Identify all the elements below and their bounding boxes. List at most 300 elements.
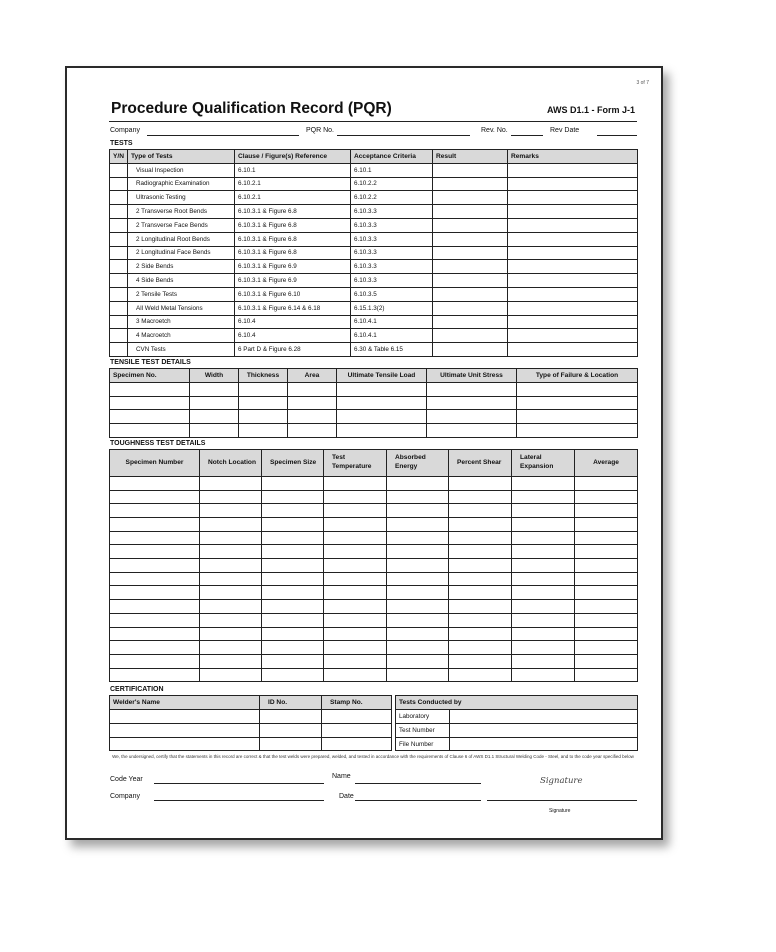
input-cell[interactable] xyxy=(512,490,575,504)
test-row xyxy=(110,205,638,219)
input-cell[interactable] xyxy=(262,641,324,655)
remarks-cell[interactable] xyxy=(508,218,638,232)
input-cell[interactable] xyxy=(449,668,512,682)
input-cell[interactable] xyxy=(512,476,575,490)
input-cell[interactable] xyxy=(110,545,200,559)
header-ultimate-unit-stress: Ultimate Unit Stress xyxy=(427,368,517,382)
test-number-field[interactable] xyxy=(450,723,638,737)
input-cell[interactable] xyxy=(512,504,575,518)
input-cell[interactable] xyxy=(427,410,517,424)
input-cell[interactable] xyxy=(322,737,392,751)
input-cell[interactable] xyxy=(262,668,324,682)
toughness-row xyxy=(110,545,638,559)
input-cell[interactable] xyxy=(110,737,260,751)
input-cell[interactable] xyxy=(575,641,638,655)
file-number-field[interactable] xyxy=(450,737,638,751)
input-cell[interactable] xyxy=(110,641,200,655)
input-cell[interactable] xyxy=(449,559,512,573)
input-cell[interactable] xyxy=(200,572,262,586)
remarks-cell[interactable] xyxy=(508,260,638,274)
clause-reference-cell: 6.10.4 xyxy=(235,315,351,329)
input-cell[interactable] xyxy=(449,586,512,600)
acceptance-criteria-cell: 6.10.3.5 xyxy=(351,287,433,301)
conducted-row-test-number xyxy=(396,723,638,737)
test-type-cell: 2 Transverse Face Bends xyxy=(128,218,235,232)
result-cell[interactable] xyxy=(433,343,508,357)
input-cell[interactable] xyxy=(110,559,200,573)
test-row xyxy=(110,274,638,288)
input-cell[interactable] xyxy=(200,641,262,655)
input-cell[interactable] xyxy=(449,572,512,586)
input-cell[interactable] xyxy=(324,476,387,490)
acceptance-criteria-cell: 6.10.2.2 xyxy=(351,191,433,205)
input-cell[interactable] xyxy=(449,641,512,655)
form-id: AWS D1.1 - Form J-1 xyxy=(546,105,635,115)
input-cell[interactable] xyxy=(512,627,575,641)
toughness-row xyxy=(110,518,638,532)
input-cell[interactable] xyxy=(449,490,512,504)
remarks-cell[interactable] xyxy=(508,301,638,315)
test-type-cell: 2 Side Bends xyxy=(128,260,235,274)
company-field[interactable] xyxy=(147,135,299,136)
acceptance-criteria-cell: 6.10.3.3 xyxy=(351,246,433,260)
remarks-cell[interactable] xyxy=(508,343,638,357)
input-cell[interactable] xyxy=(387,586,449,600)
input-cell[interactable] xyxy=(110,613,200,627)
yn-cell[interactable] xyxy=(110,287,128,301)
yn-cell[interactable] xyxy=(110,260,128,274)
input-cell[interactable] xyxy=(110,531,200,545)
input-cell[interactable] xyxy=(517,382,638,396)
input-cell[interactable] xyxy=(449,600,512,614)
toughness-row xyxy=(110,476,638,490)
input-cell[interactable] xyxy=(200,627,262,641)
input-cell[interactable] xyxy=(449,545,512,559)
toughness-row xyxy=(110,641,638,655)
test-row xyxy=(110,301,638,315)
input-cell[interactable] xyxy=(262,586,324,600)
input-cell[interactable] xyxy=(575,518,638,532)
input-cell[interactable] xyxy=(449,654,512,668)
header-percent-shear: Percent Shear xyxy=(449,449,512,476)
input-cell[interactable] xyxy=(387,545,449,559)
header-specimen-size: Specimen Size xyxy=(262,449,324,476)
input-cell[interactable] xyxy=(200,545,262,559)
toughness-row xyxy=(110,668,638,682)
input-cell[interactable] xyxy=(262,613,324,627)
input-cell[interactable] xyxy=(262,545,324,559)
input-cell[interactable] xyxy=(517,410,638,424)
input-cell[interactable] xyxy=(190,410,239,424)
input-cell[interactable] xyxy=(575,545,638,559)
result-cell[interactable] xyxy=(433,205,508,219)
input-cell[interactable] xyxy=(200,518,262,532)
header-specimen-number: Specimen Number xyxy=(110,449,200,476)
input-cell[interactable] xyxy=(324,518,387,532)
acceptance-criteria-cell: 6.30 & Table 6.15 xyxy=(351,343,433,357)
input-cell[interactable] xyxy=(200,490,262,504)
input-cell[interactable] xyxy=(262,627,324,641)
input-cell[interactable] xyxy=(110,518,200,532)
welder-row xyxy=(110,723,392,737)
pqr-no-field[interactable] xyxy=(337,135,470,136)
input-cell[interactable] xyxy=(288,424,337,438)
input-cell[interactable] xyxy=(387,572,449,586)
input-cell[interactable] xyxy=(449,518,512,532)
clause-reference-cell: 6.10.3.1 & Figure 6.10 xyxy=(235,287,351,301)
input-cell[interactable] xyxy=(575,654,638,668)
input-cell[interactable] xyxy=(239,382,288,396)
input-cell[interactable] xyxy=(449,613,512,627)
test-type-cell: 2 Longitudinal Face Bends xyxy=(128,246,235,260)
certification-block xyxy=(109,695,637,751)
welder-row xyxy=(110,737,392,751)
test-row xyxy=(110,329,638,343)
input-cell[interactable] xyxy=(449,504,512,518)
test-type-cell: 2 Longitudinal Root Bends xyxy=(128,232,235,246)
yn-cell[interactable] xyxy=(110,218,128,232)
name-label: Name xyxy=(332,772,351,780)
toughness-row xyxy=(110,531,638,545)
test-row xyxy=(110,191,638,205)
remarks-cell[interactable] xyxy=(508,205,638,219)
result-cell[interactable] xyxy=(433,191,508,205)
input-cell[interactable] xyxy=(387,627,449,641)
header-type-of-tests: Type of Tests xyxy=(128,150,235,164)
result-cell[interactable] xyxy=(433,218,508,232)
input-cell[interactable] xyxy=(512,531,575,545)
input-cell[interactable] xyxy=(110,586,200,600)
acceptance-criteria-cell: 6.10.3.3 xyxy=(351,232,433,246)
input-cell[interactable] xyxy=(575,490,638,504)
remarks-cell[interactable] xyxy=(508,191,638,205)
remarks-cell[interactable] xyxy=(508,246,638,260)
input-cell[interactable] xyxy=(200,654,262,668)
input-cell[interactable] xyxy=(337,424,427,438)
result-cell[interactable] xyxy=(433,329,508,343)
input-cell[interactable] xyxy=(324,586,387,600)
input-cell[interactable] xyxy=(260,710,322,724)
tensile-row xyxy=(110,410,638,424)
header-thickness: Thickness xyxy=(239,368,288,382)
result-cell[interactable] xyxy=(433,246,508,260)
input-cell[interactable] xyxy=(200,476,262,490)
input-cell[interactable] xyxy=(387,654,449,668)
input-cell[interactable] xyxy=(288,410,337,424)
input-cell[interactable] xyxy=(387,559,449,573)
yn-cell[interactable] xyxy=(110,315,128,329)
toughness-row xyxy=(110,572,638,586)
code-year-field[interactable] xyxy=(154,783,324,784)
input-cell[interactable] xyxy=(262,654,324,668)
input-cell[interactable] xyxy=(387,476,449,490)
input-cell[interactable] xyxy=(110,600,200,614)
laboratory-field[interactable] xyxy=(450,710,638,724)
input-cell[interactable] xyxy=(324,545,387,559)
yn-cell[interactable] xyxy=(110,329,128,343)
yn-cell[interactable] xyxy=(110,232,128,246)
header-type-of-failure: Type of Failure & Location xyxy=(517,368,638,382)
input-cell[interactable] xyxy=(575,504,638,518)
test-type-cell: All Weld Metal Tensions xyxy=(128,301,235,315)
result-cell[interactable] xyxy=(433,274,508,288)
input-cell[interactable] xyxy=(324,668,387,682)
input-cell[interactable] xyxy=(387,531,449,545)
toughness-row xyxy=(110,559,638,573)
input-cell[interactable] xyxy=(512,572,575,586)
input-cell[interactable] xyxy=(262,476,324,490)
input-cell[interactable] xyxy=(262,572,324,586)
input-cell[interactable] xyxy=(190,424,239,438)
yn-cell[interactable] xyxy=(110,205,128,219)
toughness-row xyxy=(110,504,638,518)
input-cell[interactable] xyxy=(200,504,262,518)
input-cell[interactable] xyxy=(427,396,517,410)
rev-date-label: Rev Date xyxy=(550,127,580,134)
test-type-cell: 3 Macroetch xyxy=(128,315,235,329)
input-cell[interactable] xyxy=(260,723,322,737)
input-cell[interactable] xyxy=(110,654,200,668)
input-cell[interactable] xyxy=(512,586,575,600)
date-field[interactable] xyxy=(355,800,481,801)
input-cell[interactable] xyxy=(262,531,324,545)
input-cell[interactable] xyxy=(575,627,638,641)
conducted-row-laboratory xyxy=(396,710,638,724)
result-cell[interactable] xyxy=(433,287,508,301)
test-type-cell: 4 Macroetch xyxy=(128,329,235,343)
toughness-header-row xyxy=(110,449,638,476)
input-cell[interactable] xyxy=(512,654,575,668)
input-cell[interactable] xyxy=(387,518,449,532)
input-cell[interactable] xyxy=(337,382,427,396)
result-cell[interactable] xyxy=(433,315,508,329)
input-cell[interactable] xyxy=(575,476,638,490)
toughness-row xyxy=(110,600,638,614)
input-cell[interactable] xyxy=(324,613,387,627)
input-cell[interactable] xyxy=(110,668,200,682)
yn-cell[interactable] xyxy=(110,246,128,260)
input-cell[interactable] xyxy=(200,668,262,682)
input-cell[interactable] xyxy=(262,600,324,614)
input-cell[interactable] xyxy=(324,627,387,641)
input-cell[interactable] xyxy=(239,410,288,424)
tensile-section-label: TENSILE TEST DETAILS xyxy=(110,358,191,366)
header-lateral-expansion: Lateral Expansion xyxy=(512,449,575,476)
test-type-cell: Radiographic Examination xyxy=(128,177,235,191)
yn-cell[interactable] xyxy=(110,163,128,177)
input-cell[interactable] xyxy=(512,600,575,614)
page-title: Procedure Qualification Record (PQR) xyxy=(111,100,392,117)
yn-cell[interactable] xyxy=(110,191,128,205)
input-cell[interactable] xyxy=(110,627,200,641)
input-cell[interactable] xyxy=(239,424,288,438)
welder-table xyxy=(109,695,392,751)
input-cell[interactable] xyxy=(110,476,200,490)
input-cell[interactable] xyxy=(110,396,190,410)
remarks-cell[interactable] xyxy=(508,232,638,246)
name-field[interactable] xyxy=(355,783,481,784)
input-cell[interactable] xyxy=(517,396,638,410)
tensile-body xyxy=(110,382,638,437)
yn-cell[interactable] xyxy=(110,343,128,357)
input-cell[interactable] xyxy=(288,396,337,410)
input-cell[interactable] xyxy=(322,710,392,724)
tests-section-label: TESTS xyxy=(110,140,133,147)
tests-conducted-table xyxy=(395,695,638,751)
input-cell[interactable] xyxy=(190,396,239,410)
input-cell[interactable] xyxy=(512,559,575,573)
test-row xyxy=(110,246,638,260)
input-cell[interactable] xyxy=(387,600,449,614)
toughness-body xyxy=(110,476,638,681)
result-cell[interactable] xyxy=(433,163,508,177)
conducted-row-file-number xyxy=(396,737,638,751)
header-clause-reference: Clause / Figure(s) Reference xyxy=(235,150,351,164)
input-cell[interactable] xyxy=(575,613,638,627)
tensile-row xyxy=(110,382,638,396)
input-cell[interactable] xyxy=(324,559,387,573)
input-cell[interactable] xyxy=(324,572,387,586)
clause-reference-cell: 6.10.3.1 & Figure 6.8 xyxy=(235,246,351,260)
input-cell[interactable] xyxy=(200,613,262,627)
input-cell[interactable] xyxy=(200,586,262,600)
input-cell[interactable] xyxy=(200,531,262,545)
input-cell[interactable] xyxy=(337,396,427,410)
test-type-cell: 2 Tensile Tests xyxy=(128,287,235,301)
input-cell[interactable] xyxy=(262,518,324,532)
acceptance-criteria-cell: 6.15.1.3(2) xyxy=(351,301,433,315)
input-cell[interactable] xyxy=(110,410,190,424)
input-cell[interactable] xyxy=(110,490,200,504)
input-cell[interactable] xyxy=(449,531,512,545)
input-cell[interactable] xyxy=(427,382,517,396)
company-sig-field[interactable] xyxy=(154,800,324,801)
title-bar xyxy=(109,90,637,122)
input-cell[interactable] xyxy=(262,504,324,518)
input-cell[interactable] xyxy=(324,654,387,668)
input-cell[interactable] xyxy=(512,613,575,627)
test-type-cell: 4 Side Bends xyxy=(128,274,235,288)
input-cell[interactable] xyxy=(324,490,387,504)
input-cell[interactable] xyxy=(110,723,260,737)
rev-no-field[interactable] xyxy=(511,135,543,136)
test-row xyxy=(110,232,638,246)
remarks-cell[interactable] xyxy=(508,329,638,343)
input-cell[interactable] xyxy=(575,559,638,573)
input-cell[interactable] xyxy=(324,531,387,545)
input-cell[interactable] xyxy=(288,382,337,396)
result-cell[interactable] xyxy=(433,177,508,191)
info-row xyxy=(109,122,637,138)
input-cell[interactable] xyxy=(387,504,449,518)
remarks-cell[interactable] xyxy=(508,163,638,177)
input-cell[interactable] xyxy=(337,410,427,424)
input-cell[interactable] xyxy=(387,641,449,655)
welder-row xyxy=(110,710,392,724)
result-cell[interactable] xyxy=(433,232,508,246)
remarks-cell[interactable] xyxy=(508,287,638,301)
input-cell[interactable] xyxy=(262,559,324,573)
test-row xyxy=(110,177,638,191)
input-cell[interactable] xyxy=(387,668,449,682)
conducted-header-row xyxy=(396,696,638,710)
test-row xyxy=(110,343,638,357)
input-cell[interactable] xyxy=(512,641,575,655)
input-cell[interactable] xyxy=(324,600,387,614)
signature-field[interactable] xyxy=(487,800,637,801)
input-cell[interactable] xyxy=(575,668,638,682)
header-width: Width xyxy=(190,368,239,382)
header-welder-name: Welder's Name xyxy=(110,696,260,710)
input-cell[interactable] xyxy=(260,737,322,751)
clause-reference-cell: 6.10.3.1 & Figure 6.8 xyxy=(235,232,351,246)
header-result: Result xyxy=(433,150,508,164)
input-cell[interactable] xyxy=(427,424,517,438)
toughness-row xyxy=(110,627,638,641)
clause-reference-cell: 6.10.4 xyxy=(235,329,351,343)
header-specimen-no: Specimen No. xyxy=(110,368,190,382)
input-cell[interactable] xyxy=(239,396,288,410)
test-row xyxy=(110,260,638,274)
input-cell[interactable] xyxy=(324,641,387,655)
test-number-label: Test Number xyxy=(396,723,450,737)
remarks-cell[interactable] xyxy=(508,315,638,329)
toughness-row xyxy=(110,586,638,600)
input-cell[interactable] xyxy=(575,600,638,614)
input-cell[interactable] xyxy=(575,531,638,545)
input-cell[interactable] xyxy=(575,586,638,600)
input-cell[interactable] xyxy=(387,490,449,504)
input-cell[interactable] xyxy=(387,613,449,627)
input-cell[interactable] xyxy=(110,424,190,438)
input-cell[interactable] xyxy=(575,572,638,586)
input-cell[interactable] xyxy=(512,518,575,532)
tests-table xyxy=(109,149,638,357)
input-cell[interactable] xyxy=(200,600,262,614)
result-cell[interactable] xyxy=(433,301,508,315)
remarks-cell[interactable] xyxy=(508,274,638,288)
input-cell[interactable] xyxy=(110,572,200,586)
toughness-table xyxy=(109,449,638,682)
input-cell[interactable] xyxy=(262,490,324,504)
input-cell[interactable] xyxy=(512,668,575,682)
toughness-row xyxy=(110,490,638,504)
input-cell[interactable] xyxy=(449,476,512,490)
input-cell[interactable] xyxy=(190,382,239,396)
yn-cell[interactable] xyxy=(110,301,128,315)
result-cell[interactable] xyxy=(433,260,508,274)
header-area: Area xyxy=(288,368,337,382)
clause-reference-cell: 6.10.3.1 & Figure 6.8 xyxy=(235,218,351,232)
input-cell[interactable] xyxy=(110,382,190,396)
remarks-cell[interactable] xyxy=(508,177,638,191)
yn-cell[interactable] xyxy=(110,177,128,191)
input-cell[interactable] xyxy=(517,424,638,438)
input-cell[interactable] xyxy=(512,545,575,559)
input-cell[interactable] xyxy=(324,504,387,518)
certification-statement: We, the undersigned, certify that the statements in this record are correct & that the test welds were prepared, welded, and tested in accordance with the requirements of Clause 6 of AWS D1.1 Structural Welding Code - Steel, and to the code year specified below xyxy=(112,754,634,760)
header-acceptance-criteria: Acceptance Criteria xyxy=(351,150,433,164)
clause-reference-cell: 6 Part D & Figure 6.28 xyxy=(235,343,351,357)
input-cell[interactable] xyxy=(449,627,512,641)
header-id-no: ID No. xyxy=(260,696,322,710)
input-cell[interactable] xyxy=(110,710,260,724)
input-cell[interactable] xyxy=(322,723,392,737)
input-cell[interactable] xyxy=(200,559,262,573)
input-cell[interactable] xyxy=(110,504,200,518)
yn-cell[interactable] xyxy=(110,274,128,288)
rev-date-field[interactable] xyxy=(597,135,637,136)
